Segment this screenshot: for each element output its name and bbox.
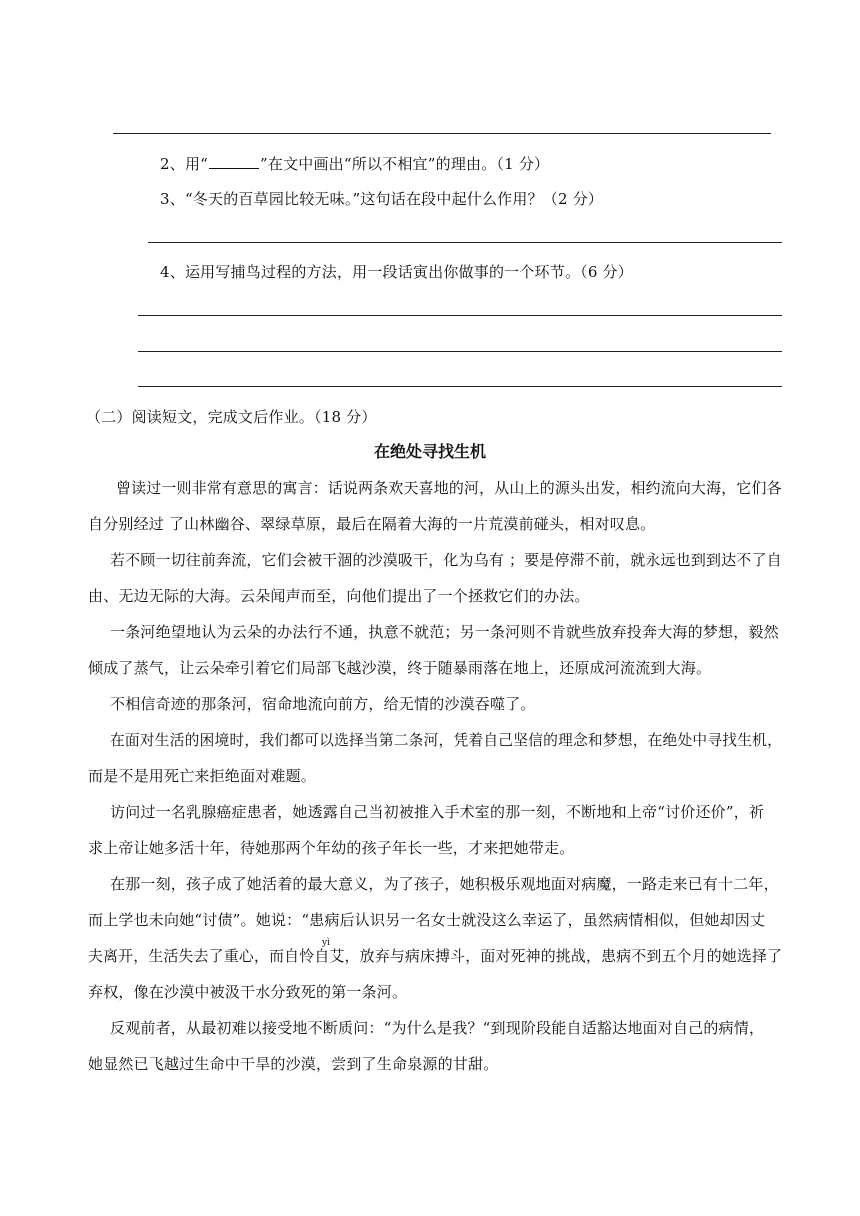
underline-sample	[209, 154, 259, 169]
answer-line-q4-1[interactable]	[138, 315, 782, 316]
para-5-line-1: 在面对生活的困境时，我们都可以选择当第二条河，凭着自己坚信的理念和梦想，在绝处中寻找生机，	[110, 731, 783, 749]
para-2-line-1: 若不顾一切往前奔流，它们会被干涸的沙漠吸干，化为乌有 ；要是停滞不前，就永远也到到达不了自	[110, 551, 782, 569]
para-8-line-1: 反观前者，从最初难以接受地不断质问：“为什么是我？“到现阶段能自适豁达地面对自己的病情，	[110, 1019, 765, 1037]
para-3-line-1: 一条河绝望地认为云朵的办法行不通，执意不就范；另一条河则不肯就些放弃投奔大海的梦想，毅然	[110, 623, 779, 641]
article-title: 在绝处寻找生机	[373, 442, 486, 461]
para-3-line-2: 倾成了蒸气，让云朵牵引着它们局部飞越沙漠，终于随暴雨落在地上，还原成河流流到大海。	[88, 659, 712, 677]
para-2-line-2: 由、无边无际的大海。云朵闻声而至，向他们提出了一个拯救它们的办法。	[88, 587, 590, 605]
section-heading: （二）阅读短文，完成文后作业。（18 分）	[86, 408, 377, 426]
para-7-line-3: 夫离开，生活失去了重心，而自怜自艾，放弃与病床搏斗，面对死神的挑战，患病不到五个月的她选择了	[88, 947, 783, 965]
question-2-suffix: ”在文中画出“所以不相宜”的理由。（1 分）	[260, 155, 550, 173]
para-6-line-1: 访问过一名乳腺癌症患者，她透露自己当初被推入手术室的那一刻，不断地和上帝“讨价还价”，祈	[110, 803, 765, 821]
answer-line-q4-2[interactable]	[138, 351, 782, 352]
para-7-line-2: 而上学也未向她“讨债”。她说：“患病后认识另一名女士就没这么幸运了，虽然病情相似，但她却因丈	[88, 911, 766, 929]
answer-line-q4-3[interactable]	[138, 386, 782, 387]
question-3: 3、“冬天的百草园比较无味。”这句话在段中起什么作用？（2 分）	[160, 190, 604, 208]
para-1-line-1: 曾读过一则非常有意思的寓言：话说两条欢天喜地的河，从山上的源头出发，相约流向大海，它们各	[116, 479, 782, 497]
answer-line-q1	[113, 133, 771, 134]
question-2-prefix: 2、用“	[160, 155, 209, 173]
para-1-line-2: 自分别经过 了山林幽谷、翠绿草原，最后在隔着大海的一片荒漠前碰头，相对叹息。	[88, 515, 656, 533]
para-7-line-4: 弃权，像在沙漠中被汲干水分致死的第一条河。	[88, 983, 408, 1001]
question-2	[160, 154, 549, 174]
para-7-line-1: 在那一刻，孩子成了她活着的最大意义，为了孩子，她积极乐观地面对病魔，一路走来已有十二年，	[110, 875, 779, 893]
answer-line-q3[interactable]	[148, 242, 782, 243]
para-5-line-2: 而是不是用死亡来拒绝面对难题。	[88, 767, 317, 785]
para-8-line-2: 她显然已飞越过生命中干旱的沙漠，尝到了生命泉源的甘甜。	[88, 1055, 499, 1073]
para-4-line-1: 不相信奇迹的那条河，宿命地流向前方，给无情的沙漠吞噬了。	[110, 695, 536, 713]
pinyin-annotation: yì	[322, 938, 330, 948]
para-6-line-2: 求上帝让她多活十年，待她那两个年幼的孩子年长一些，才来把她带走。	[88, 839, 575, 857]
question-4: 4、运用写捕鸟过程的方法，用一段话寅出你做事的一个环节。（6 分）	[160, 263, 633, 281]
